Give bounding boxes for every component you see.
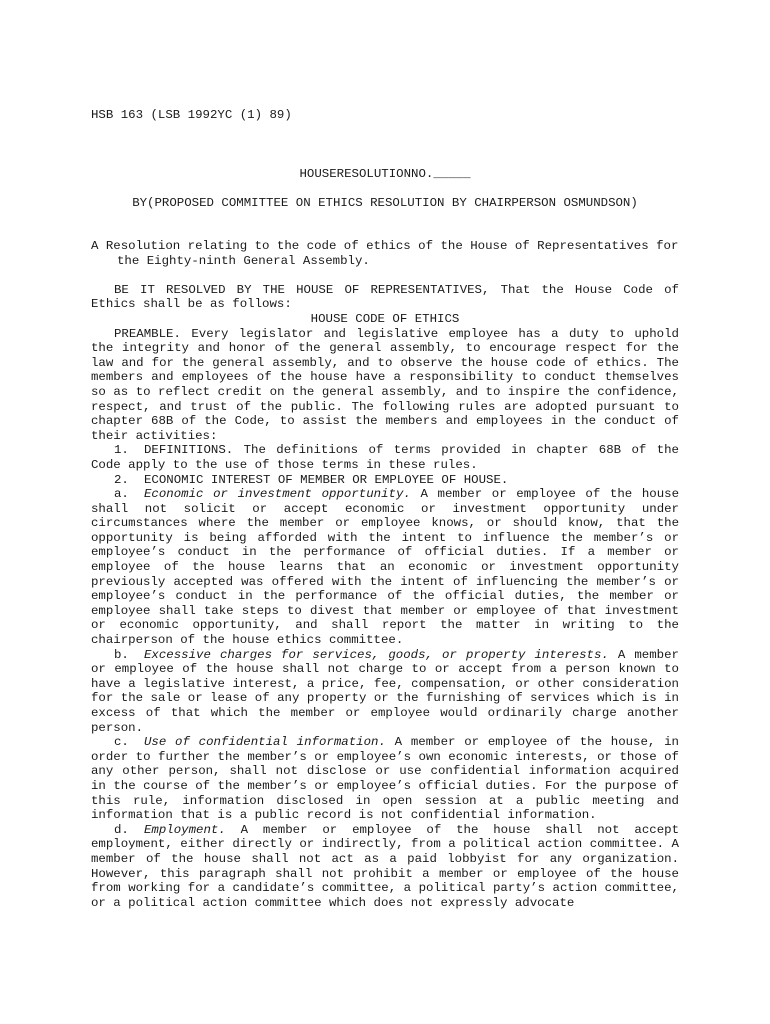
paragraph-c (91, 735, 679, 823)
resolution-number: HOUSERESOLUTIONNO._____ (299, 167, 471, 181)
document-page (91, 106, 679, 910)
rule-1-number: 1. (114, 443, 129, 458)
preamble: PREAMBLE. Every legislator and legislative employee has a duty to uphold the integrity and honor of the general assembly, to encourage respect for the law and for the general assembly, and to observe the house code of ethics. The members and employees of the house have a responsibility to conduct themselves so as to reflect credit on the general assembly, and to inspire the confidence, respect, and trust of the public. The following rules are adopted pursuant to chapter 68B of the Code, to assist the members and employees in the conduct of their activities: (91, 326, 679, 443)
paragraph-c-heading: Use of confidential information. (144, 735, 386, 750)
paragraph-b-letter: b. (114, 647, 129, 662)
paragraph-a-heading: Economic or investment opportunity. (144, 487, 411, 502)
paragraph-b-text: A member or employee of the house shall not charge to or accept from a person known to have a legislative interest, a price, fee, compensation, or other consideration for the sale or lease of any property or the furnishing of services which is in excess of that which the member or employee would ordinarily charge another person. (91, 647, 679, 735)
rule-1-text: DEFINITIONS. The definitions of terms provided in chapter 68B of the Code apply to the use of those terms in these rules. (91, 443, 679, 472)
paragraph-d (91, 823, 679, 911)
rule-2-number: 2. (114, 472, 129, 487)
rule-2 (91, 473, 679, 488)
resolved-clause: BE IT RESOLVED BY THE HOUSE OF REPRESENTATIVES, That the House Code of Ethics shall be as follows: (91, 282, 679, 312)
rule-1 (91, 443, 679, 472)
paragraph-d-letter: d. (114, 822, 129, 837)
paragraph-a (91, 487, 679, 648)
paragraph-a-letter: a. (114, 487, 129, 502)
sponsor-line: BY(PROPOSED COMMITTEE ON ETHICS RESOLUTION BY CHAIRPERSON OSMUNDSON) (132, 196, 638, 210)
paragraph-c-text: A member or employee of the house, in order to further the member’s or employee’s own economic interests, or those of any other person, shall not disclose or use confidential information acquired in the course of the member’s or employee’s official duties. For the purpose of this rule, information disclosed in open session at a public meeting and information that is a public record is not confidential information. (91, 735, 679, 823)
resolution-body (91, 283, 679, 911)
bill-id: HSB 163 (LSB 1992YC (1) 89) (91, 108, 292, 122)
paragraph-d-heading: Employment. (144, 822, 226, 837)
paragraph-b (91, 648, 679, 736)
rule-2-text: ECONOMIC INTEREST OF MEMBER OR EMPLOYEE OF HOUSE. (144, 472, 509, 487)
paragraph-a-text: A member or employee of the house shall not solicit or accept economic or investment opportunity under circumstances where the member or employee knows, or should know, that the opportunity is being afforded with the intent to influence the member’s or employee’s conduct in the performance of official duties. If a member or employee of the house learns that an economic or investment opportunity previously accepted was offered with the intent of influencing the member’s or employee’s conduct in the performance of the official duties, the member or employee shall take steps to divest that member or employee of that investment or economic opportunity, and shall report the matter in writing to the chairperson of the house ethics committee. (91, 487, 680, 648)
paragraph-b-heading: Excessive charges for services, goods, or property interests. (144, 647, 609, 662)
paragraph-d-text: A member or employee of the house shall not accept employment, either directly or indirectly, from a political action committee. A member of the house shall not act as a paid lobbyist for any organization. However, this paragraph shall not prohibit a member or employee of the house from working for a candidate’s committee, a political party’s action committee, or a political action committee which does not expressly advocate (91, 822, 680, 910)
resolution-title: A Resolution relating to the code of ethics of the House of Representatives for the Eighty-ninth General Assembly. (91, 239, 679, 268)
paragraph-c-letter: c. (114, 735, 129, 750)
code-heading: HOUSE CODE OF ETHICS (310, 311, 460, 326)
